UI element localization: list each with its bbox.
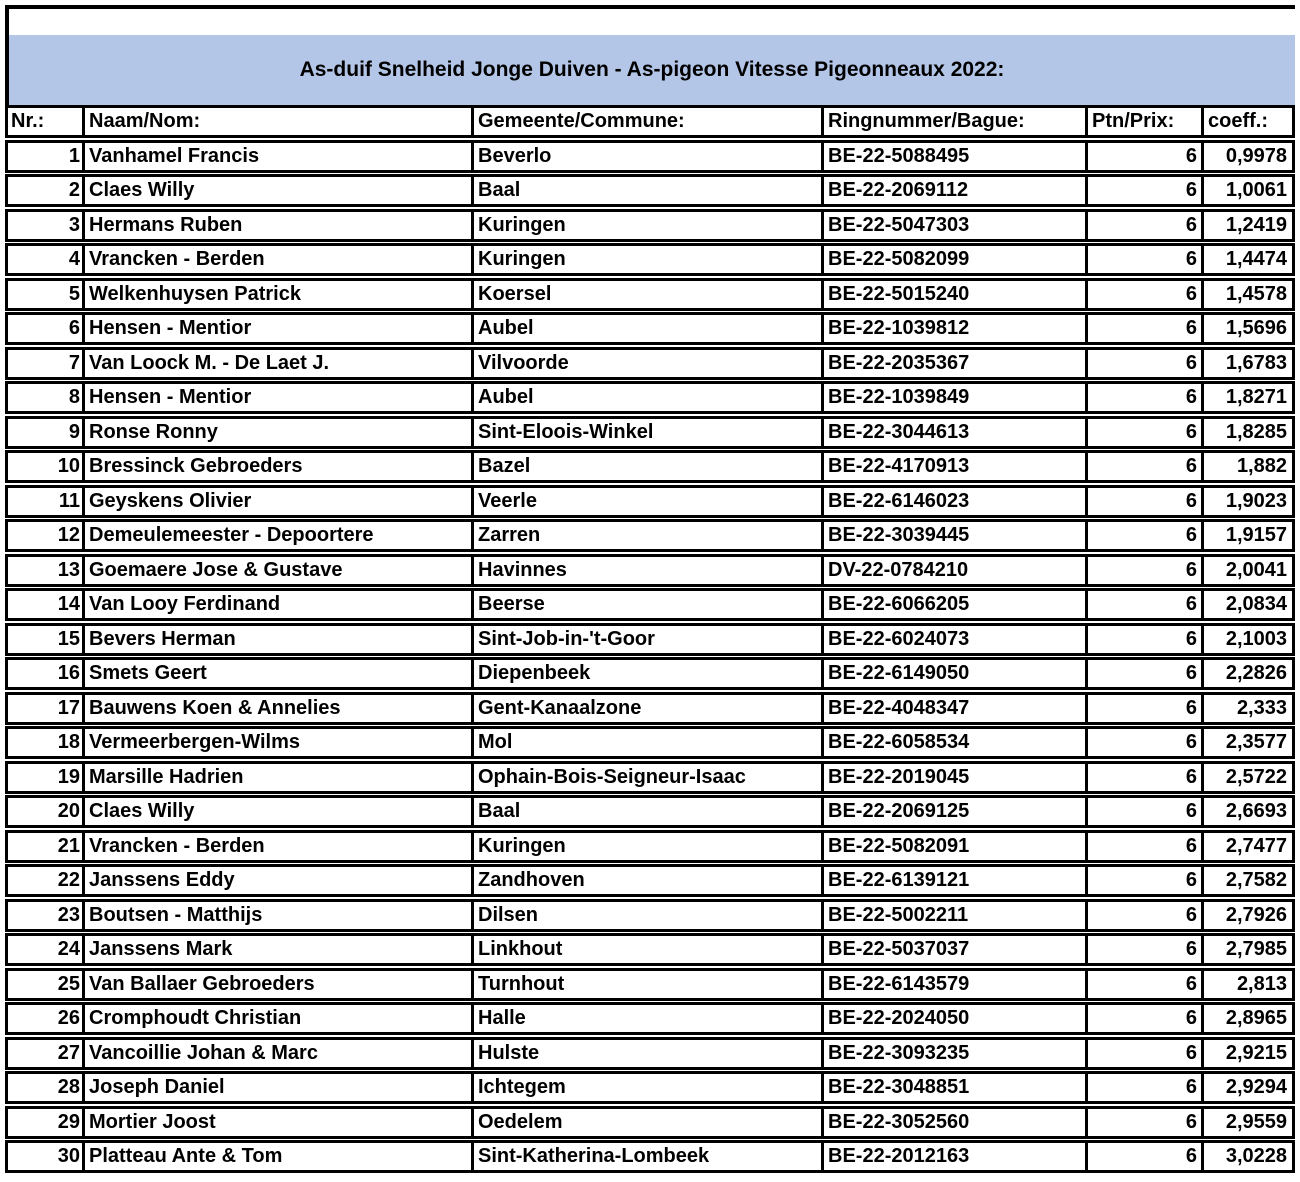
cell-ptn: 6 [1085,764,1201,791]
cell-nr: 20 [57,800,80,822]
cell-nr: 16 [57,662,80,684]
cell-nr: 18 [57,731,80,753]
cell-coeff: 2,9559 [1201,1109,1292,1136]
cell-ptn: 6 [1085,971,1201,998]
cell-ptn: 6 [1085,419,1201,446]
cell-ringnummer: BE-22-2024050 [821,1005,1085,1032]
cell-naam: Hensen - Mentior [82,315,471,342]
cell-naam: Vanhamel Francis [82,143,471,170]
cell-ptn: 6 [1085,1005,1201,1032]
cell-naam: Bevers Herman [82,626,471,653]
cell-nr: 30 [57,1145,80,1167]
cell-ptn: 6 [1085,522,1201,549]
cell-gemeente: Ichtegem [471,1074,821,1101]
table-row [5,450,1295,483]
cell-naam: Cromphoudt Christian [82,1005,471,1032]
cell-gemeente: Sint-Katherina-Lombeek [471,1143,821,1170]
table-header-row [5,105,1295,138]
cell-ptn: 6 [1085,315,1201,342]
cell-coeff: 1,5696 [1201,315,1292,342]
cell-ptn: 6 [1085,660,1201,687]
cell-ptn: 6 [1085,143,1201,170]
cell-nr: 24 [57,938,80,960]
cell-ringnummer: BE-22-1039849 [821,384,1085,411]
cell-nr: 3 [68,213,80,236]
cell-naam: Claes Willy [82,798,471,825]
table-row [5,726,1295,759]
cell-nr: 10 [57,455,80,477]
cell-nr: 6 [68,317,80,339]
cell-coeff: 2,6693 [1201,798,1292,825]
cell-ptn: 6 [1085,453,1201,480]
cell-ringnummer: BE-22-3048851 [821,1074,1085,1101]
cell-coeff: 2,0041 [1201,557,1292,584]
cell-coeff: 1,9157 [1201,522,1292,549]
table-row [5,1140,1295,1173]
cell-coeff: 1,6783 [1201,350,1292,377]
cell-ringnummer: BE-22-3093235 [821,1040,1085,1067]
cell-naam: Janssens Eddy [82,867,471,894]
cell-gemeente: Aubel [471,315,821,342]
cell-gemeente: Kuringen [471,212,821,239]
cell-nr: 22 [57,869,80,891]
table-row [5,623,1295,656]
cell-naam: Geyskens Olivier [82,488,471,515]
cell-gemeente: Baal [471,798,821,825]
cell-coeff: 2,7477 [1201,833,1292,860]
cell-naam: Bauwens Koen & Annelies [82,695,471,722]
cell-ptn: 6 [1085,384,1201,411]
cell-ringnummer: BE-22-5082099 [821,246,1085,273]
cell-gemeente: Zandhoven [471,867,821,894]
cell-coeff: 2,8965 [1201,1005,1292,1032]
cell-naam: Ronse Ronny [82,419,471,446]
column-header-gemeente: Gemeente/Commune: [471,108,821,135]
cell-gemeente: Kuringen [471,833,821,860]
cell-gemeente: Vilvoorde [471,350,821,377]
cell-nr: 2 [68,179,80,201]
cell-gemeente: Beverlo [471,143,821,170]
cell-nr: 28 [57,1076,80,1098]
column-header-nr: Nr.: [11,110,45,132]
cell-naam: Platteau Ante & Tom [82,1143,471,1170]
cell-ringnummer: BE-22-3039445 [821,522,1085,549]
cell-ringnummer: BE-22-6058534 [821,729,1085,756]
cell-ringnummer: DV-22-0784210 [821,557,1085,584]
table-row [5,588,1295,621]
cell-coeff: 3,0228 [1201,1143,1292,1170]
cell-nr: 11 [58,489,80,512]
cell-ringnummer: BE-22-2069112 [821,177,1085,204]
cell-nr: 1 [68,144,80,167]
cell-ptn: 6 [1085,281,1201,308]
cell-ringnummer: BE-22-5002211 [821,902,1085,929]
cell-ptn: 6 [1085,695,1201,722]
cell-nr: 29 [57,1110,80,1133]
cell-naam: Vrancken - Berden [82,246,471,273]
cell-gemeente: Aubel [471,384,821,411]
cell-naam: Van Loock M. - De Laet J. [82,350,471,377]
cell-ringnummer: BE-22-3052560 [821,1109,1085,1136]
table-row [5,1002,1295,1035]
cell-ringnummer: BE-22-6139121 [821,867,1085,894]
table-row [5,1071,1295,1104]
cell-gemeente: Oedelem [471,1109,821,1136]
table-row [5,899,1295,932]
cell-gemeente: Kuringen [471,246,821,273]
cell-gemeente: Koersel [471,281,821,308]
cell-naam: Vancoillie Johan & Marc [82,1040,471,1067]
column-header-naam: Naam/Nom: [82,108,471,135]
cell-gemeente: Ophain-Bois-Seigneur-Isaac [471,764,821,791]
cell-ptn: 6 [1085,626,1201,653]
cell-ptn: 6 [1085,1040,1201,1067]
cell-ringnummer: BE-22-5047303 [821,212,1085,239]
cell-gemeente: Dilsen [471,902,821,929]
cell-ringnummer: BE-22-2019045 [821,764,1085,791]
table-row [5,830,1295,863]
cell-nr: 4 [68,248,80,270]
cell-gemeente: Veerle [471,488,821,515]
table-row [5,554,1295,587]
cell-ptn: 6 [1085,488,1201,515]
cell-naam: Welkenhuysen Patrick [82,281,471,308]
cell-ptn: 6 [1085,1143,1201,1170]
cell-naam: Hermans Ruben [82,212,471,239]
cell-ptn: 6 [1085,246,1201,273]
cell-naam: Boutsen - Matthijs [82,902,471,929]
cell-gemeente: Mol [471,729,821,756]
cell-ptn: 6 [1085,177,1201,204]
cell-naam: Mortier Joost [82,1109,471,1136]
cell-coeff: 1,882 [1201,453,1292,480]
cell-nr: 14 [57,593,80,615]
page-title: As-duif Snelheid Jonge Duiven - As-pigeon Vitesse Pigeonneaux 2022: [299,58,1005,81]
cell-ringnummer: BE-22-4170913 [821,453,1085,480]
table-row [5,968,1295,1001]
cell-coeff: 2,7582 [1201,867,1292,894]
cell-naam: Smets Geert [82,660,471,687]
top-white-strip [5,9,1295,35]
cell-ringnummer: BE-22-6143579 [821,971,1085,998]
table-row [5,174,1295,207]
table-row [5,243,1295,276]
cell-ringnummer: BE-22-1039812 [821,315,1085,342]
cell-ptn: 6 [1085,902,1201,929]
cell-ringnummer: BE-22-5088495 [821,143,1085,170]
cell-coeff: 1,4474 [1201,246,1292,273]
cell-ringnummer: BE-22-5037037 [821,936,1085,963]
cell-ptn: 6 [1085,557,1201,584]
cell-naam: Goemaere Jose & Gustave [82,557,471,584]
table-row [5,140,1295,173]
cell-nr: 15 [57,627,80,650]
cell-naam: Marsille Hadrien [82,764,471,791]
table-row [5,416,1295,449]
cell-nr: 12 [57,524,80,546]
cell-nr: 5 [68,282,80,305]
cell-ringnummer: BE-22-2012163 [821,1143,1085,1170]
cell-gemeente: Halle [471,1005,821,1032]
cell-ptn: 6 [1085,350,1201,377]
cell-nr: 17 [57,696,80,719]
cell-coeff: 2,333 [1201,695,1292,722]
cell-ringnummer: BE-22-5015240 [821,281,1085,308]
cell-coeff: 2,0834 [1201,591,1292,618]
table-row [5,312,1295,345]
cell-nr: 25 [57,972,80,995]
cell-gemeente: Zarren [471,522,821,549]
cell-ptn: 6 [1085,591,1201,618]
cell-coeff: 2,2826 [1201,660,1292,687]
table-row [5,933,1295,966]
table-row [5,485,1295,518]
cell-ptn: 6 [1085,867,1201,894]
cell-coeff: 1,2419 [1201,212,1292,239]
cell-ringnummer: BE-22-4048347 [821,695,1085,722]
cell-ptn: 6 [1085,833,1201,860]
cell-gemeente: Baal [471,177,821,204]
cell-naam: Demeulemeester - Depoortere [82,522,471,549]
cell-gemeente: Sint-Job-in-'t-Goor [471,626,821,653]
cell-naam: Vrancken - Berden [82,833,471,860]
cell-ptn: 6 [1085,1109,1201,1136]
table-row [5,692,1295,725]
cell-gemeente: Gent-Kanaalzone [471,695,821,722]
cell-ringnummer: BE-22-6149050 [821,660,1085,687]
cell-coeff: 1,9023 [1201,488,1292,515]
cell-nr: 13 [57,558,80,581]
cell-coeff: 2,5722 [1201,764,1292,791]
cell-ringnummer: BE-22-5082091 [821,833,1085,860]
cell-naam: Van Ballaer Gebroeders [82,971,471,998]
table-row [5,278,1295,311]
cell-ptn: 6 [1085,1074,1201,1101]
cell-nr: 27 [57,1041,80,1064]
cell-ringnummer: BE-22-2035367 [821,350,1085,377]
cell-coeff: 2,813 [1201,971,1292,998]
cell-coeff: 0,9978 [1201,143,1292,170]
cell-coeff: 1,8271 [1201,384,1292,411]
cell-coeff: 2,9294 [1201,1074,1292,1101]
cell-gemeente: Turnhout [471,971,821,998]
cell-nr: 8 [68,386,80,408]
cell-gemeente: Linkhout [471,936,821,963]
cell-ptn: 6 [1085,729,1201,756]
table-row [5,1106,1295,1139]
column-header-coeff: coeff.: [1201,108,1292,135]
table-row [5,795,1295,828]
table-row [5,347,1295,380]
cell-naam: Vermeerbergen-Wilms [82,729,471,756]
cell-coeff: 1,0061 [1201,177,1292,204]
cell-nr: 23 [57,903,80,926]
cell-coeff: 2,7926 [1201,902,1292,929]
table-row [5,657,1295,690]
cell-nr: 9 [68,420,80,443]
cell-ringnummer: BE-22-3044613 [821,419,1085,446]
column-header-ptn: Ptn/Prix: [1085,108,1201,135]
cell-naam: Janssens Mark [82,936,471,963]
table-row [5,519,1295,552]
table-body [5,140,1295,1174]
cell-ptn: 6 [1085,936,1201,963]
cell-nr: 21 [57,834,80,857]
column-header-ringnummer: Ringnummer/Bague: [821,108,1085,135]
cell-coeff: 2,9215 [1201,1040,1292,1067]
cell-coeff: 1,8285 [1201,419,1292,446]
table-row [5,1037,1295,1070]
cell-ringnummer: BE-22-6146023 [821,488,1085,515]
cell-ringnummer: BE-22-6024073 [821,626,1085,653]
cell-coeff: 2,7985 [1201,936,1292,963]
cell-coeff: 1,4578 [1201,281,1292,308]
table-row [5,864,1295,897]
cell-nr: 19 [57,765,80,788]
cell-ringnummer: BE-22-2069125 [821,798,1085,825]
cell-ringnummer: BE-22-6066205 [821,591,1085,618]
cell-gemeente: Diepenbeek [471,660,821,687]
cell-naam: Claes Willy [82,177,471,204]
cell-nr: 7 [68,351,80,374]
cell-naam: Hensen - Mentior [82,384,471,411]
cell-gemeente: Bazel [471,453,821,480]
cell-coeff: 2,3577 [1201,729,1292,756]
cell-gemeente: Sint-Eloois-Winkel [471,419,821,446]
cell-gemeente: Havinnes [471,557,821,584]
cell-nr: 26 [57,1007,80,1029]
title-band [5,35,1295,105]
cell-ptn: 6 [1085,212,1201,239]
results-table [5,5,1295,1173]
table-row [5,381,1295,414]
cell-coeff: 2,1003 [1201,626,1292,653]
cell-gemeente: Hulste [471,1040,821,1067]
cell-gemeente: Beerse [471,591,821,618]
cell-naam: Van Looy Ferdinand [82,591,471,618]
cell-naam: Bressinck Gebroeders [82,453,471,480]
cell-ptn: 6 [1085,798,1201,825]
cell-naam: Joseph Daniel [82,1074,471,1101]
table-row [5,209,1295,242]
table-row [5,761,1295,794]
